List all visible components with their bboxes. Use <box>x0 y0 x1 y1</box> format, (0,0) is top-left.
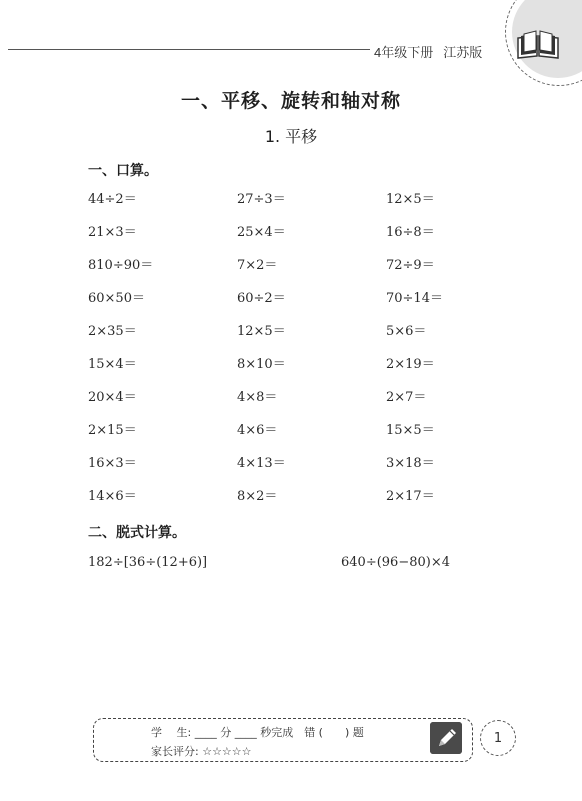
page-number: 1 <box>480 720 516 756</box>
oral-problem: 20×4＝ <box>88 390 137 405</box>
oral-problems-grid <box>88 190 508 520</box>
oral-problem: 15×4＝ <box>88 357 137 372</box>
calculation-problem: 640÷(96−80)×4 <box>341 555 450 570</box>
oral-problem: 16×3＝ <box>88 456 137 471</box>
oral-problem: 15×5＝ <box>386 423 435 438</box>
oral-problem: 4×8＝ <box>237 390 278 405</box>
lesson-title: 1. 平移 <box>264 127 318 146</box>
oral-problem: 810÷90＝ <box>88 258 154 273</box>
oral-problem: 4×6＝ <box>237 423 278 438</box>
oral-problem: 2×7＝ <box>386 390 427 405</box>
oral-problem: 27÷3＝ <box>237 192 286 207</box>
oral-problem: 2×17＝ <box>386 489 435 504</box>
oral-problem: 8×10＝ <box>237 357 286 372</box>
oral-problem: 4×13＝ <box>237 456 286 471</box>
oral-problem: 60÷2＝ <box>237 291 286 306</box>
oral-problem: 3×18＝ <box>386 456 435 471</box>
oral-problem: 2×35＝ <box>88 324 137 339</box>
header-rule <box>8 49 370 50</box>
grade-text: 4年级下册 <box>374 45 434 60</box>
oral-problem: 70÷14＝ <box>386 291 443 306</box>
oral-problem: 7×2＝ <box>237 258 278 273</box>
oral-problem: 44÷2＝ <box>88 192 137 207</box>
oral-problem: 72÷9＝ <box>386 258 435 273</box>
pencil-icon <box>430 722 462 754</box>
oral-problem: 16÷8＝ <box>386 225 435 240</box>
oral-problem: 14×6＝ <box>88 489 137 504</box>
oral-problem: 2×15＝ <box>88 423 137 438</box>
grade-label <box>374 42 482 61</box>
oral-problem: 21×3＝ <box>88 225 137 240</box>
oral-problem: 12×5＝ <box>237 324 286 339</box>
section-title-calculation: 二、脱式计算。 <box>88 525 186 541</box>
completion-time-line: 学 生: ____ 分 ____ 秒完成 错 ( ) 题 <box>151 726 364 739</box>
oral-problem: 5×6＝ <box>386 324 427 339</box>
edition-text: 江苏版 <box>443 45 483 60</box>
oral-problem: 12×5＝ <box>386 192 435 207</box>
oral-problem: 60×50＝ <box>88 291 145 306</box>
calculation-problem: 182÷[36÷(12+6)] <box>88 555 208 570</box>
oral-problem: 8×2＝ <box>237 489 278 504</box>
unit-title: 一、平移、旋转和轴对称 <box>180 90 401 112</box>
parent-rating-line: 家长评分: ☆☆☆☆☆ <box>151 745 252 758</box>
oral-problem: 25×4＝ <box>237 225 286 240</box>
section-title-oral: 一、口算。 <box>88 163 158 179</box>
oral-problem: 2×19＝ <box>386 357 435 372</box>
book-icon <box>516 28 560 60</box>
